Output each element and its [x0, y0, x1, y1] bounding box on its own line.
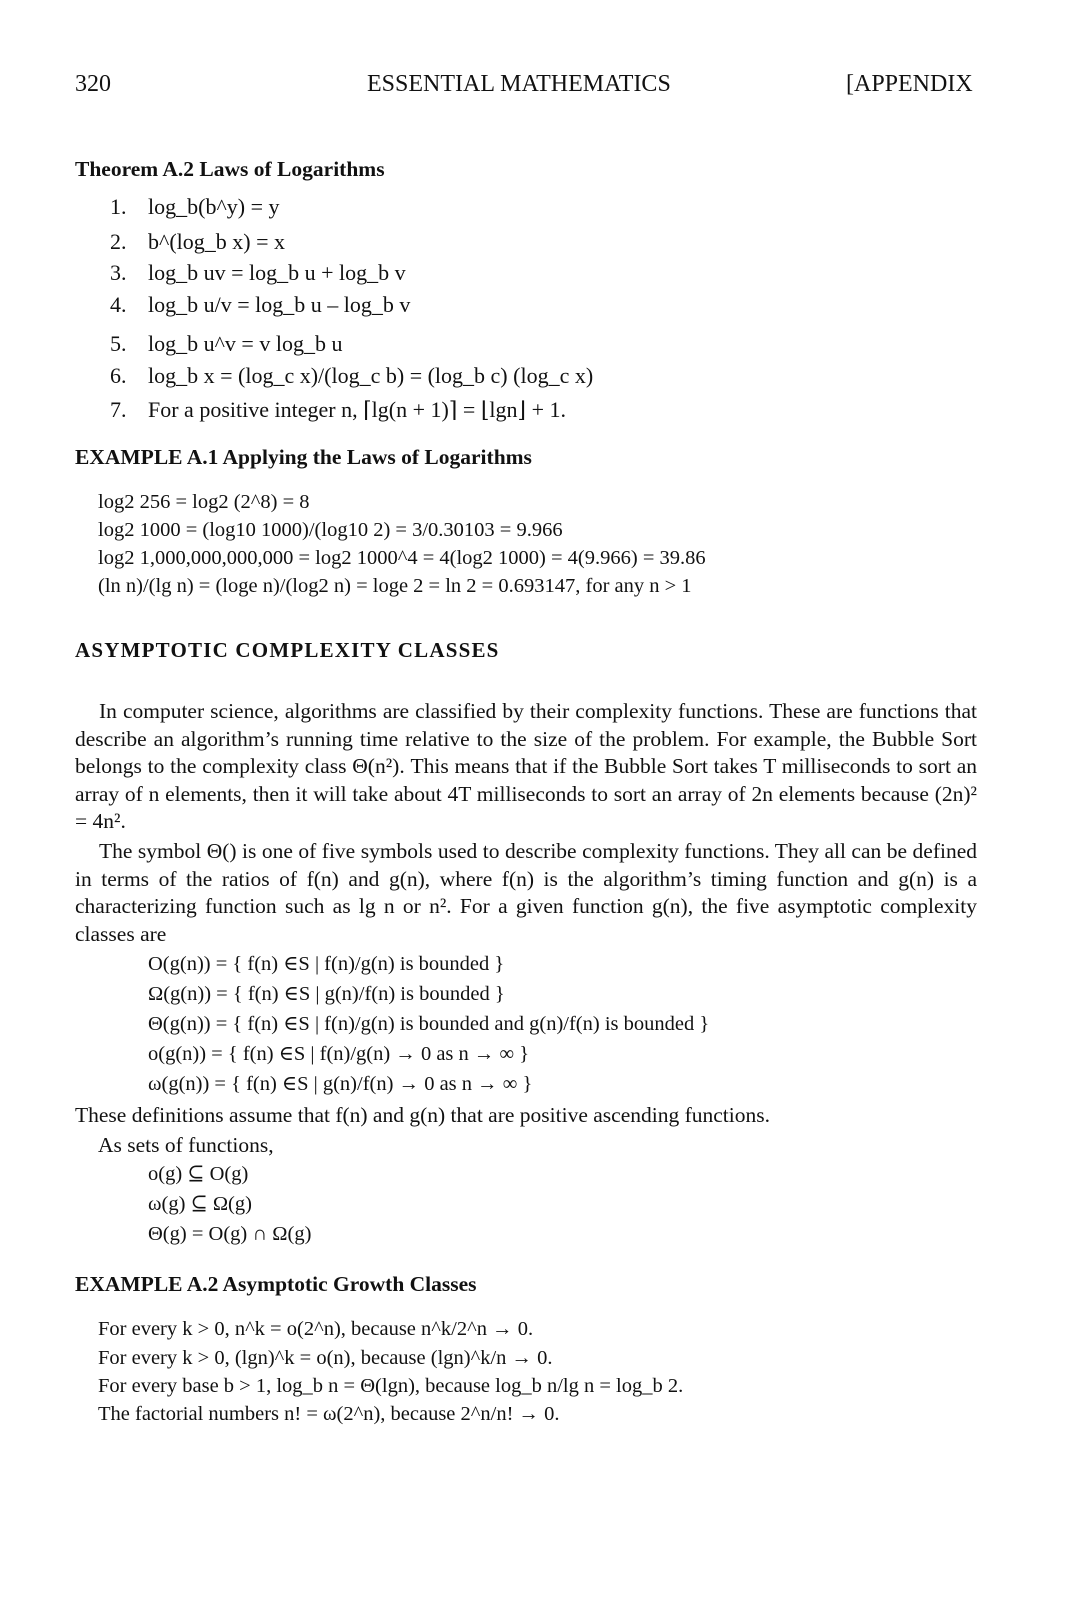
paragraph-symbols: The symbol Θ() is one of five symbols used to describe complexity functions. They all can be defined in terms of the ratios of f(n) and g(n), where f(n) is the algorithm’s timing function and g(n) is a characterizing function such as lg n or n². For a given function g(n), the five asymptotic complexity classes are	[75, 839, 977, 946]
theorem-item: 7. For a positive integer n, ⌈lg(n + 1)⌉ = ⌊lgn⌋ + 1.	[110, 397, 566, 422]
example-a1-line: log2 1,000,000,000,000 = log2 1000^4 = 4(log2 1000) = 4(9.966) = 39.86	[98, 547, 706, 569]
theorem-item: 5. log_b u^v = v log_b u	[110, 331, 343, 356]
example-a2-line: For every base b > 1, log_b n = Θ(lgn), because log_b n/lg n = log_b 2.	[98, 1375, 684, 1397]
definition-theta: Θ(g(n)) = { f(n) ∈S | f(n)/g(n) is bounded and g(n)/f(n) is bounded }	[148, 1013, 710, 1035]
running-section: [APPENDIX	[846, 71, 973, 97]
definition-big-o: O(g(n)) = { f(n) ∈S | f(n)/g(n) is bounded }	[148, 953, 505, 975]
paragraph-intro: In computer science, algorithms are classified by their complexity functions. These are functions that describe an algorithm’s running time relative to the size of the problem. For example, the Bubble Sort belongs to the complexity class Θ(n²). This means that if the Bubble Sort takes T milliseconds to sort an array of n elements, then it will take about 4T milliseconds to sort an array of 2n elements because (2n)² = 4n².	[75, 699, 977, 833]
section-heading: ASYMPTOTIC COMPLEXITY CLASSES	[75, 638, 500, 662]
example-a2-line: The factorial numbers n! = ω(2^n), because 2^n/n! → 0.	[98, 1403, 560, 1425]
example-a1-title: EXAMPLE A.1 Applying the Laws of Logarithms	[75, 445, 532, 469]
definition-little-o: o(g(n)) = { f(n) ∈S | f(n)/g(n) → 0 as n → ∞ }	[148, 1043, 530, 1065]
example-a2-title: EXAMPLE A.2 Asymptotic Growth Classes	[75, 1272, 477, 1296]
page-number: 320	[75, 71, 111, 97]
theorem-item: 2. b^(log_b x) = x	[110, 229, 285, 254]
theorem-item: 3. log_b uv = log_b u + log_b v	[110, 260, 406, 285]
example-a2-line: For every k > 0, n^k = o(2^n), because n^k/2^n → 0.	[98, 1318, 534, 1340]
running-title: ESSENTIAL MATHEMATICS	[367, 71, 671, 97]
example-a2-line: For every k > 0, (lgn)^k = o(n), because (lgn)^k/n → 0.	[98, 1347, 553, 1369]
example-a1-line: (ln n)/(lg n) = (loge n)/(log2 n) = loge 2 = ln 2 = 0.693147, for any n > 1	[98, 575, 692, 597]
theorem-item: 1. log_b(b^y) = y	[110, 194, 280, 219]
relation-line: ω(g) ⊆ Ω(g)	[148, 1193, 252, 1215]
definition-little-omega: ω(g(n)) = { f(n) ∈S | g(n)/f(n) → 0 as n → ∞ }	[148, 1073, 533, 1095]
sets-intro: As sets of functions,	[98, 1133, 274, 1157]
theorem-item: 6. log_b x = (log_c x)/(log_c b) = (log_b c) (log_c x)	[110, 363, 594, 388]
theorem-item: 4. log_b u/v = log_b u – log_b v	[110, 292, 411, 317]
definition-big-omega: Ω(g(n)) = { f(n) ∈S | g(n)/f(n) is bounded }	[148, 983, 505, 1005]
example-a1-line: log2 256 = log2 (2^8) = 8	[98, 491, 310, 513]
definitions-note: These definitions assume that f(n) and g(n) that are positive ascending functions.	[75, 1103, 770, 1127]
example-a1-line: log2 1000 = (log10 1000)/(log10 2) = 3/0.30103 = 9.966	[98, 519, 563, 541]
relation-line: o(g) ⊆ O(g)	[148, 1163, 249, 1185]
theorem-title: Theorem A.2 Laws of Logarithms	[75, 157, 385, 181]
relation-line: Θ(g) = O(g) ∩ Ω(g)	[148, 1223, 312, 1245]
